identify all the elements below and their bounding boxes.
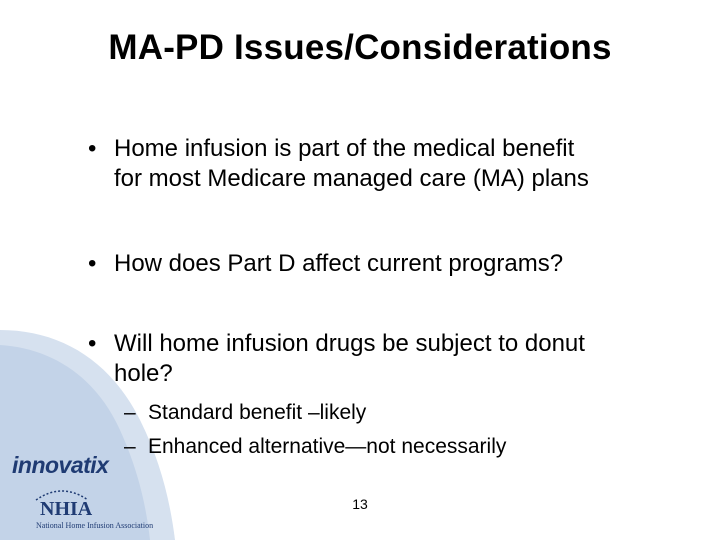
nhia-logo-text: NHIA: [40, 498, 93, 520]
sub-bullet-dash: –: [124, 401, 136, 424]
bullet-line: hole?: [114, 360, 173, 387]
sub-bullet-text: Standard benefit –likely: [148, 401, 367, 424]
innovatix-logo-text: innovatix: [12, 452, 109, 478]
sub-bullet-text: Enhanced alternative—not necessarily: [148, 435, 507, 458]
bullet-text: [114, 329, 674, 389]
page-number: 13: [352, 496, 368, 512]
bullet-dot: •: [88, 135, 97, 162]
bullet-dot: •: [88, 250, 97, 277]
bullet-dot: •: [88, 330, 97, 357]
bullet-line: Will home infusion drugs be subject to donut: [114, 330, 585, 357]
slide-title: MA-PD Issues/Considerations: [108, 28, 612, 67]
sub-bullet-dash: –: [124, 435, 136, 458]
innovatix-logo: [12, 448, 152, 484]
bullet-text: [114, 134, 674, 194]
nhia-logo-subtext: National Home Infusion Association: [36, 521, 154, 530]
bullet-line: How does Part D affect current programs?: [114, 250, 564, 277]
bullet-text: [114, 249, 674, 279]
bullet-line: Home infusion is part of the medical benefit: [114, 135, 575, 162]
nhia-logo: [22, 486, 182, 534]
bullet-line: for most Medicare managed care (MA) plans: [114, 165, 589, 192]
